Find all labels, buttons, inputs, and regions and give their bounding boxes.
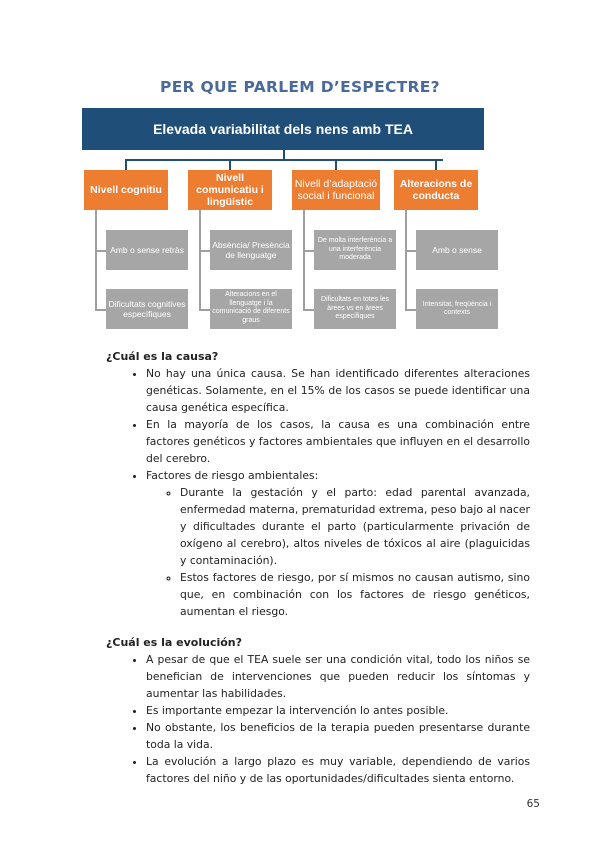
category-communication: Nivell comunicatiu i lingüístic [188,170,272,210]
list-item: • La evolución a largo plazo es muy variable, dependiendo de varios factores del niño y de las oportunidades/dificultades sienta entorno. [146,753,530,787]
connector-line [125,159,443,161]
connector-line [405,250,416,252]
list-item: • No hay una única causa. Se han identificado diferentes alteraciones genéticas. Solamente, en el 15% de los casos se puede identificar una causa genética específica. [146,365,530,416]
connector-line [303,309,314,311]
connector-line [199,250,210,252]
list-item: • Es importante empezar la intervención lo antes posible. [146,702,530,719]
list-item: • En la mayoría de los casos, la causa es una combinación entre factores genéticos y factores ambientales que influyen en el desarrollo del cerebro. [146,416,530,467]
list-item [146,467,530,620]
page-number: 65 [526,798,540,810]
list-item: • No obstante, los beneficios de la terapia pueden presentarse durante toda la vida. [146,719,530,753]
connector-line [303,210,305,310]
connector-line [405,309,416,311]
sub-list-item: ◦ Estos factores de riesgo, por sí mismos no causan autismo, sino que, en combinación con los factores de riesgo genéticos, aumentan el riesgo. [180,569,530,620]
connector-line [435,159,437,170]
item-box: Intensitat, freqüència i contexts [416,289,498,329]
category-social: Nivell d’adaptació social i funcional [292,170,380,210]
list-item-text: Factores de riesgo ambientales: [146,469,319,482]
body-content [106,348,530,787]
connector-line [125,159,127,170]
connector-line [199,309,210,311]
connector-line [95,309,106,311]
item-box: Amb o sense retràs [106,230,188,270]
section-title-cause: ¿Cuál es la causa? [106,350,219,363]
evolution-list [106,651,530,787]
category-cognitive: Nivell cognitiu [84,170,168,210]
page-title: PER QUE PARLEM D’ESPECTRE? [160,78,440,96]
diagram-header: Elevada variabilitat dels nens amb TEA [82,108,484,150]
variability-diagram [0,0,600,340]
category-behaviour: Alteracions de conducta [394,170,478,210]
connector-line [335,159,337,170]
connector-line [303,250,314,252]
item-box: Alteracions en el llenguatge i la comunicació de diferents graus [210,289,292,329]
section-title-evolution: ¿Cuál es la evolución? [106,636,243,649]
connector-line [199,210,201,310]
list-item: • A pesar de que el TEA suele ser una condición vital, todo los niños se benefician de intervenciones que pueden reducir los síntomas y aumentar las habilidades. [146,651,530,702]
item-box: Dificultats en totes les àrees vs en àrees específiques [314,289,396,329]
connector-line [95,210,97,310]
item-box: Amb o sense [416,230,498,270]
connector-line [95,250,106,252]
sub-list-item: ◦ Durante la gestación y el parto: edad parental avanzada, enfermedad materna, prematuridad extrema, peso bajo al nacer y dificultades durante el parto (particularmente privación de oxígeno al cerebro), altos niveles de tóxicos al aire (plaguicidas y contaminación). [180,484,530,569]
item-box: Absència/ Presència de llenguatge [210,230,292,270]
item-box: De molta interferència a una interferència moderada [314,230,396,270]
cause-list [106,365,530,620]
item-box: Dificultats cognitives específiques [106,289,188,329]
connector-line [229,159,231,170]
connector-line [405,210,407,310]
risk-factor-list [146,484,530,620]
